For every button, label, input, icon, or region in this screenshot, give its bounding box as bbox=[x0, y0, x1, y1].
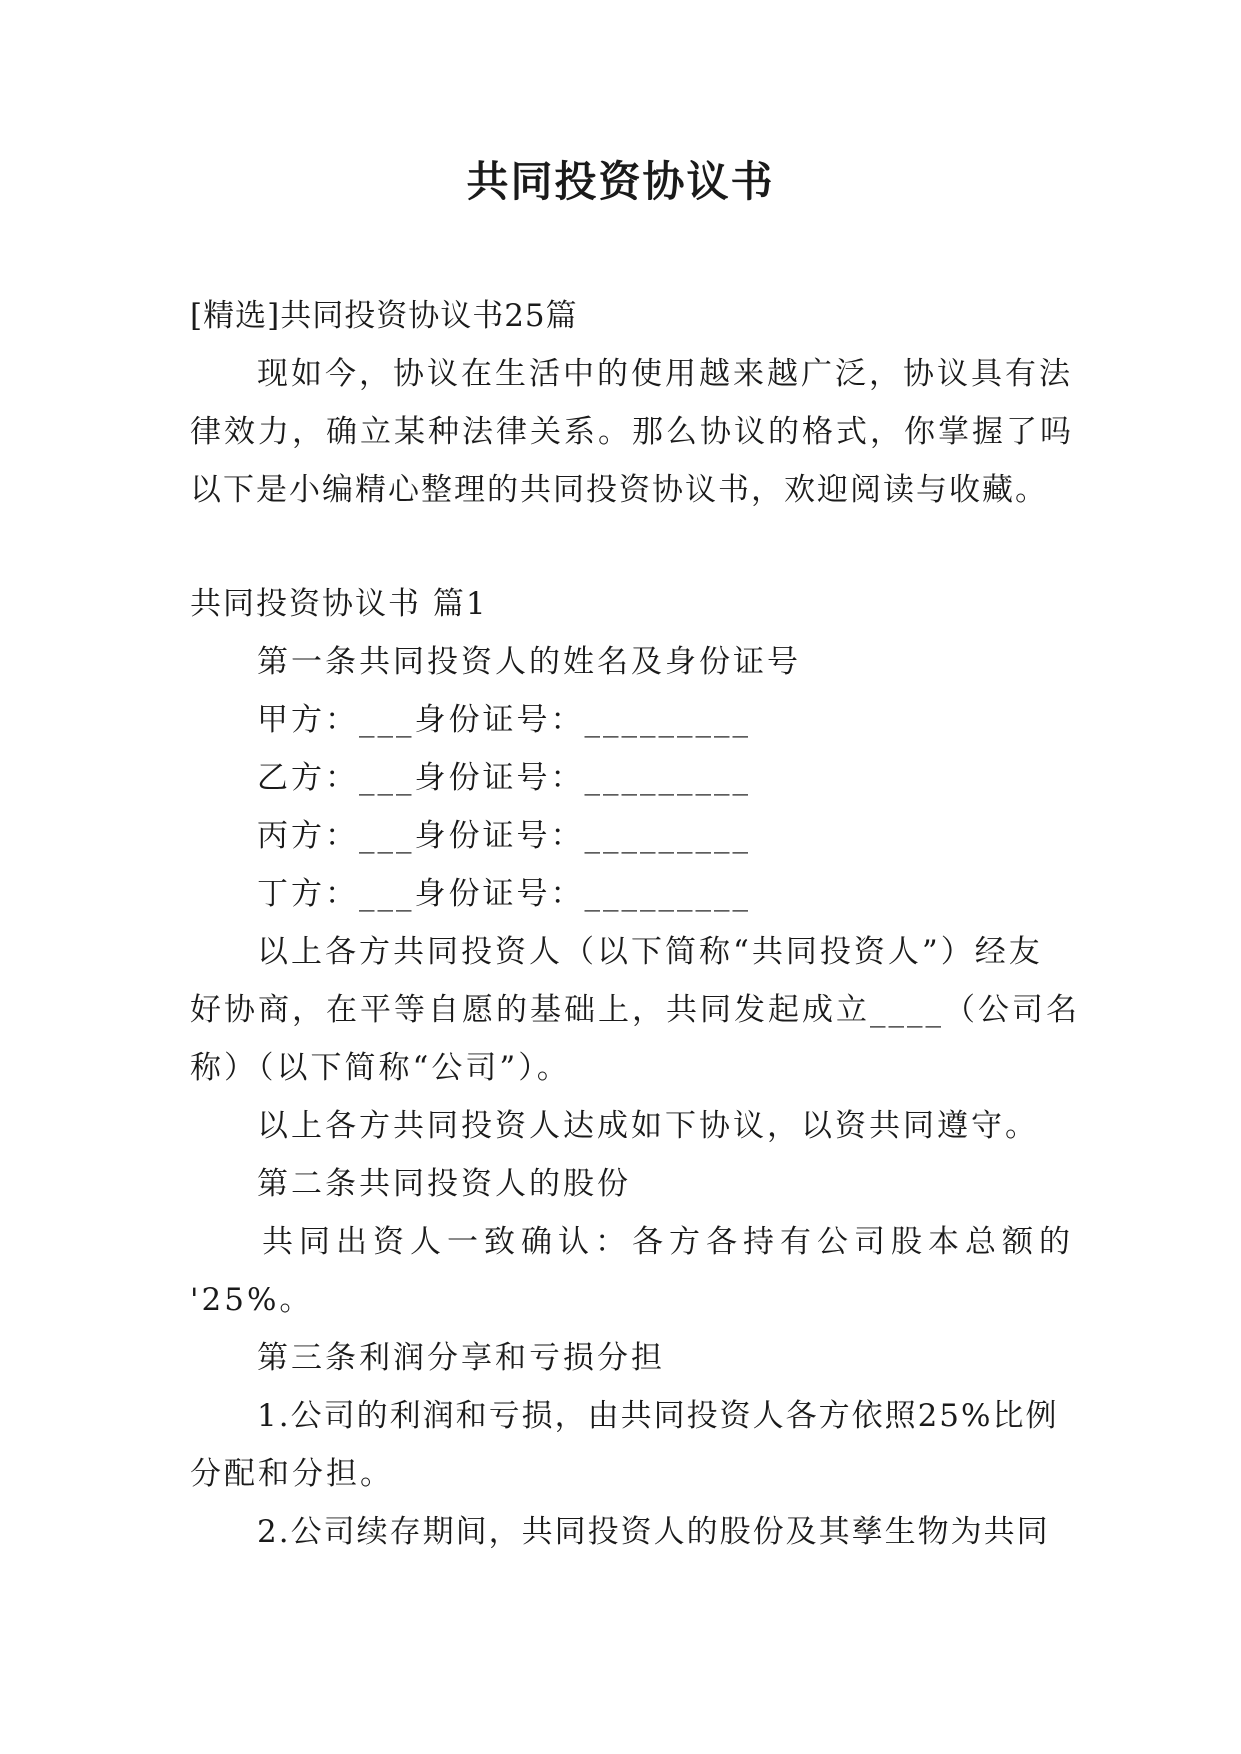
body-paragraph-line: 共同出资人一致确认：各方各持有公司股本总额的 bbox=[262, 1224, 1076, 1260]
article-heading: 第二条共同投资人的股份 bbox=[257, 1166, 631, 1202]
body-paragraph-line: 分配和分担。 bbox=[190, 1456, 394, 1492]
intro-paragraph-line: 现如今，协议在生活中的使用越来越广泛，协议具有法 bbox=[257, 356, 1073, 392]
party-line: 丙方：___身份证号：_________ bbox=[257, 818, 751, 854]
intro-paragraph-line: 以下是小编精心整理的共同投资协议书，欢迎阅读与收藏。 bbox=[190, 472, 1048, 508]
body-paragraph-line: 2.公司续存期间，共同投资人的股份及其孳生物为共同 bbox=[257, 1514, 1050, 1550]
article-heading: 第一条共同投资人的姓名及身份证号 bbox=[257, 644, 801, 680]
document-title: 共同投资协议书 bbox=[466, 157, 775, 206]
section-heading: 共同投资协议书 篇1 bbox=[190, 586, 488, 622]
body-paragraph-line: '25%。 bbox=[190, 1282, 314, 1318]
intro-paragraph-line: 律效力，确立某种法律关系。那么协议的格式，你掌握了吗 bbox=[190, 414, 1074, 450]
party-line: 乙方：___身份证号：_________ bbox=[257, 760, 751, 796]
body-paragraph-line: 称）（以下简称“公司”）。 bbox=[190, 1050, 571, 1086]
body-paragraph-line: 好协商，在平等自愿的基础上，共同发起成立____（公司名 bbox=[190, 992, 1080, 1028]
party-line: 甲方：___身份证号：_________ bbox=[257, 702, 751, 738]
body-paragraph-line: 以上各方共同投资人（以下简称“共同投资人”）经友 bbox=[257, 934, 1043, 970]
document-subtitle: [精选]共同投资协议书25篇 bbox=[190, 298, 578, 334]
article-heading: 第三条利润分享和亏损分担 bbox=[257, 1340, 665, 1376]
body-paragraph-line: 以上各方共同投资人达成如下协议，以资共同遵守。 bbox=[257, 1108, 1039, 1144]
party-line: 丁方：___身份证号：_________ bbox=[257, 876, 751, 912]
body-paragraph-line: 1.公司的利润和亏损，由共同投资人各方依照25%比例 bbox=[257, 1398, 1059, 1434]
